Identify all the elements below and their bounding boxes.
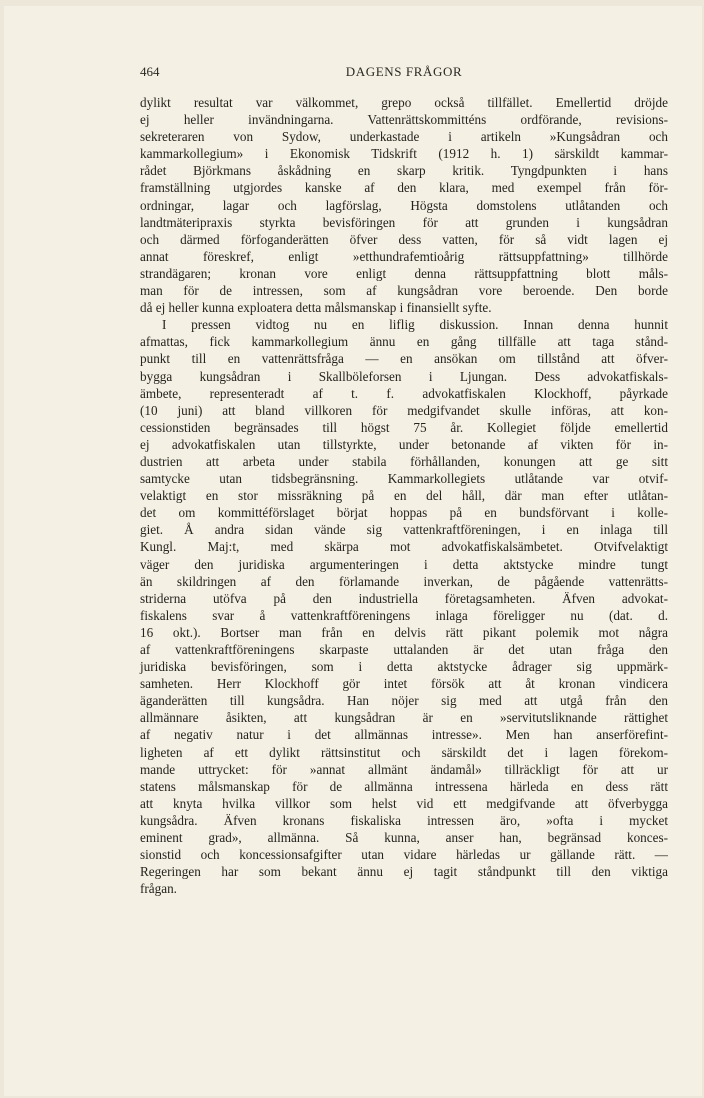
text-line: Regeringen har som bekant ännu ej tagit ståndpunkt till den viktiga — [140, 864, 668, 880]
text-line: landtmäteripraxis styrkta bevisföringen för att grunden i kungsådran — [140, 214, 668, 230]
text-line: afmattas, fick kammarkollegium ännu en gång tillfälle att taga stånd- — [140, 334, 668, 350]
text-line: att knyta hvilka villkor som helst vid ett medgifvande att öfverbygga — [140, 795, 668, 811]
text-line: juridiska bevisföringen, som i detta aktstycke ådrager sig uppmärk- — [140, 659, 668, 675]
text-line: sionstid och koncessionsafgifter utan vidare härledas ur gällande rätt. — — [140, 847, 668, 863]
text-line: af negativ natur i det allmännas intresse». Men han anserförefint- — [140, 727, 668, 743]
page-header — [140, 64, 668, 82]
text-line: då ej heller kunna exploatera detta målsmanskap i finansiellt syfte. — [140, 300, 492, 316]
text-line: dustrien att arbeta under stabila förhållanden, konungen att ge sitt — [140, 453, 668, 469]
text-line: rådet Björkmans åskådning en skarp kritik. Tyngdpunkten i hans — [140, 163, 668, 179]
text-line: af vattenkraftföreningens skarpaste uttalanden är det utan fråga den — [140, 642, 668, 657]
text-line: kammarkollegium» i Ekonomisk Tidskrift (1912 h. 1) särskildt kammar- — [140, 146, 668, 162]
text-line: ej heller invändningarna. Vattenrättskommitténs ordförande, revisions- — [140, 112, 668, 128]
text-line: giet. Å andra sidan vände sig vattenkraftföreningen, i en inlaga till — [140, 522, 668, 538]
text-line: bygga kungsådran i Skallböleforsen i Ljungan. Dess advokatfiskals- — [140, 368, 668, 384]
text-line: annat föreskref, enligt »etthundrafemtioårig rättsuppfattning» tillhörde — [140, 248, 668, 264]
text-line: Kungl. Maj:t, med skärpa mot advokatfiskalsämbetet. Otvifvelaktigt — [140, 539, 668, 555]
text-line: (10 juni) att bland villkoren för medgifvandet skulle införas, att kon- — [140, 402, 668, 418]
running-head: DAGENS FRÅGOR — [345, 64, 463, 79]
text-line: striderna utöfva på den industriella företagsamheten. Äfven advokat- — [140, 590, 668, 606]
text-line: äganderätten till kungsådra. Han nöjer sig med att utgå från den — [140, 693, 668, 709]
text-line: ämbete, representeradt af t. f. advokatfiskalen Klockhoff, påyrkade — [140, 385, 668, 401]
text-line: framställning utgjordes kanske af den klara, med exempel från för- — [140, 180, 668, 196]
text-line: allmännare åsikten, att kungsådran är en »servitutsliknande rättighet — [140, 710, 668, 726]
text-line: frågan. — [140, 881, 177, 897]
text-line: kungsådra. Äfven kronans fiskaliska intressen äro, »ofta i mycket — [140, 812, 668, 828]
text-line: ordningar, lagar och lagförslag, Högsta domstolens utlåtanden och — [140, 197, 668, 213]
text-line: det om kommittéförslaget börjat hoppas på en bundsförvant i kolle- — [140, 505, 668, 521]
text-line: statens målsmanskap för de allmänna intressena härleda en dess rätt — [140, 778, 668, 794]
text-line: sekreteraren von Sydow, underkastade i artikeln »Kungsådran och — [140, 129, 668, 145]
text-line: velaktigt en stor missräkning på en del håll, där man efter utlåtan- — [140, 488, 668, 504]
text-line: man för de intressen, som af kungsådran vore beroende. Den borde — [140, 283, 668, 299]
text-line: 16 okt.). Bortser man från en delvis rätt pikant polemik mot några — [140, 624, 668, 640]
text-line: samheten. Herr Klockhoff gör intet försök att åt kronan vindicera — [140, 676, 668, 692]
text-line: väger den juridiska argumenteringen i detta aktstycke mindre tungt — [140, 556, 668, 572]
body-text — [140, 94, 668, 897]
text-line: ej advokatfiskalen utan tillstyrkte, under betonande af vikten för in- — [140, 436, 668, 452]
text-line: och därmed förfoganderätten öfver dess vatten, för så vidt lagen ej — [140, 231, 668, 247]
text-line: cessionstiden begränsades till högst 75 år. Kollegiet följde emellertid — [140, 419, 668, 435]
page-number: 464 — [140, 64, 160, 79]
text-line: fiskalens svar å vattenkraftföreningens inlaga föreligger nu (dat. d. — [140, 607, 668, 623]
text-line: än skildringen af den förlamande inverkan, de pågående vattenrätts- — [140, 573, 668, 589]
text-line: strandägaren; kronan vore enligt denna rättsuppfattning blott måls- — [140, 265, 668, 281]
text-line: mande uttrycket: för »annat allmänt ändamål» tillräckligt för att ur — [140, 761, 668, 777]
text-line: punkt till en vattenrättsfråga — en ansökan om tillstånd att öfver- — [140, 351, 668, 367]
text-line: samtycke utan tidsbegränsning. Kammarkollegiets utlåtande var otvif- — [140, 471, 668, 487]
text-line: dylikt resultat var välkommet, grepo också tillfället. Emellertid dröjde — [140, 95, 668, 110]
text-line: ligheten af ett dylikt rättsinstitut och särskildt det i lagen förekom- — [140, 744, 668, 760]
text-line: eminent grad», allmänna. Så kunna, anser han, begränsad konces- — [140, 830, 668, 846]
text-line: I pressen vidtog nu en liflig diskussion. Innan denna hunnit — [162, 317, 668, 333]
